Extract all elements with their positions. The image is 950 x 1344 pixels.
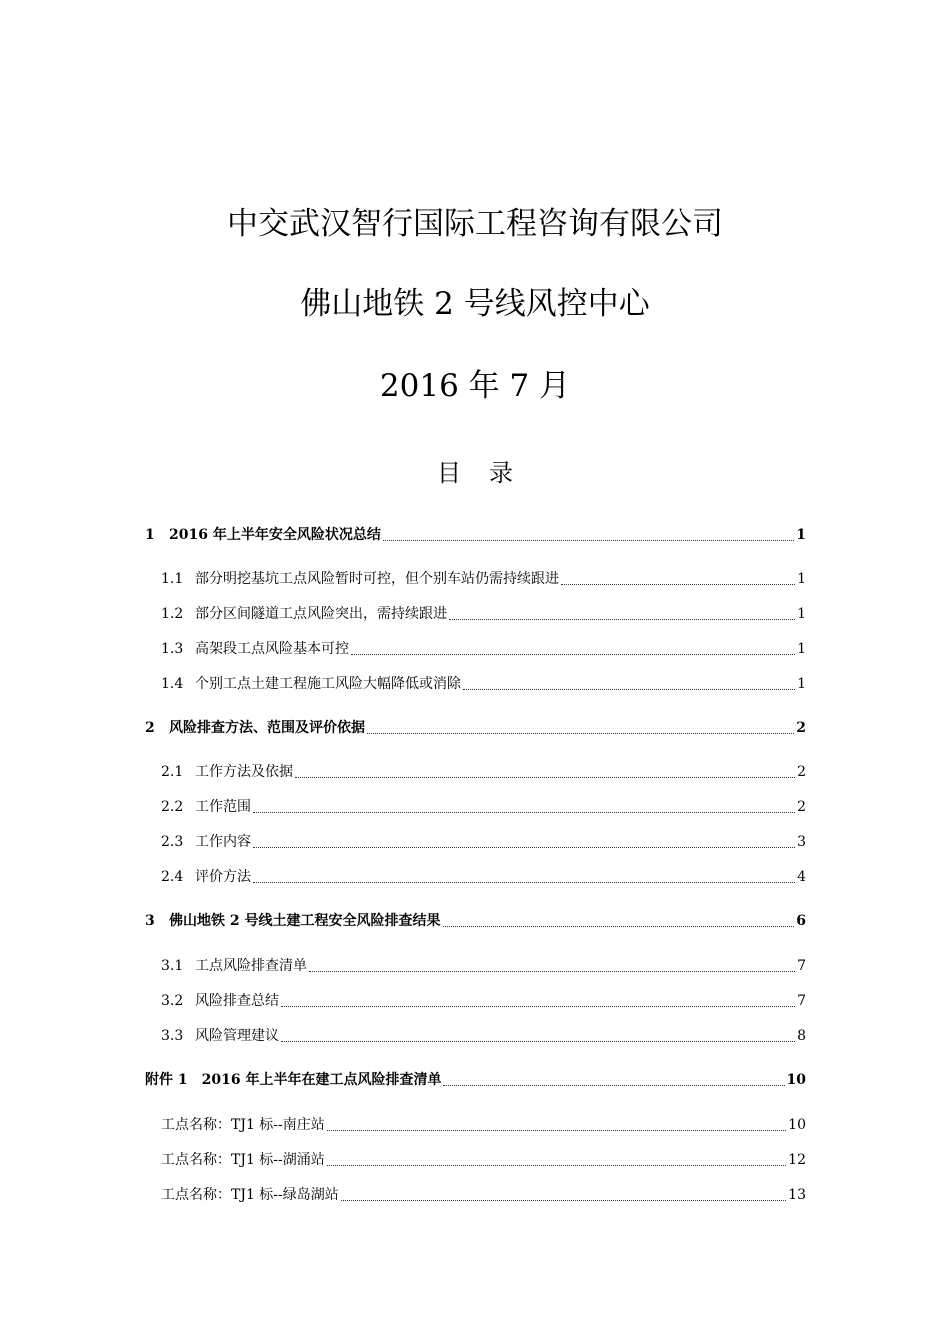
toc-dot-leader (281, 1040, 795, 1042)
toc-entry-number: 1.4 (161, 676, 184, 692)
toc-entry-number: 2.1 (161, 764, 184, 780)
toc-entry-title: 部分区间隧道工点风险突出，需持续跟进 (195, 606, 447, 622)
toc-entry-page: 6 (796, 913, 806, 929)
toc-entry-title: 评价方法 (195, 869, 251, 885)
toc-entry-2[interactable] (145, 717, 806, 739)
toc-entry-page: 1 (797, 571, 806, 587)
toc-entry-1-2[interactable] (161, 603, 806, 625)
toc-dot-leader (383, 539, 794, 541)
toc-entry-site-nanzhuang[interactable] (161, 1114, 806, 1136)
toc-entry-title: 个别工点土建工程施工风险大幅降低或消除 (195, 676, 461, 692)
toc-dot-leader (253, 881, 795, 883)
toc-entry-site-huyong[interactable] (161, 1149, 806, 1171)
toc-dot-leader (253, 811, 795, 813)
toc-dot-leader (443, 1084, 784, 1086)
company-name: 中交武汉智行国际工程咨询有限公司 (227, 206, 723, 242)
toc-heading: 目录 (437, 459, 541, 487)
toc-entry-page: 10 (788, 1117, 806, 1133)
toc-entry-number: 2 (145, 720, 155, 736)
toc-entry-1-4[interactable] (161, 673, 806, 695)
toc-dot-leader (327, 1164, 786, 1166)
toc-entry-1[interactable] (145, 524, 806, 546)
toc-entry-title: 2016 年上半年在建工点风险排查清单 (201, 1072, 442, 1088)
toc-entry-title: 风险管理建议 (195, 1028, 279, 1044)
toc-entry-3-2[interactable] (161, 990, 806, 1012)
toc-entry-number: 1.2 (161, 606, 184, 622)
toc-entry-2-2[interactable] (161, 796, 806, 818)
toc-entry-title: 工作范围 (195, 799, 251, 815)
toc-entry-number: 1.1 (161, 571, 184, 587)
toc-dot-leader (309, 970, 795, 972)
toc-entry-appendix-1[interactable] (145, 1069, 806, 1091)
toc-entry-page: 7 (797, 993, 806, 1009)
toc-entry-page: 2 (796, 720, 806, 736)
toc-entry-page: 1 (796, 527, 806, 543)
toc-dot-leader (341, 1199, 786, 1201)
toc-dot-leader (327, 1129, 786, 1131)
toc-entry-site-lvdaohu[interactable] (161, 1184, 806, 1206)
toc-entry-number: 2.3 (161, 834, 184, 850)
toc-entry-page: 3 (797, 834, 806, 850)
toc-entry-title: 风险排查总结 (195, 993, 279, 1009)
toc-entry-number: 附件 1 (145, 1072, 188, 1088)
toc-entry-page: 1 (797, 676, 806, 692)
toc-entry-number: 2.4 (161, 869, 184, 885)
toc-entry-title: 佛山地铁 2 号线土建工程安全风险排查结果 (169, 913, 441, 929)
toc-dot-leader (295, 776, 795, 778)
toc-entry-title: 工点名称：TJ1 标--绿岛湖站 (161, 1187, 339, 1203)
toc-entry-2-4[interactable] (161, 866, 806, 888)
toc-entry-number: 3 (145, 913, 155, 929)
toc-entry-page: 7 (797, 958, 806, 974)
report-date: 2016 年 7 月 (379, 368, 571, 404)
toc-entry-page: 13 (788, 1187, 806, 1203)
toc-entry-2-1[interactable] (161, 761, 806, 783)
toc-entry-page: 1 (797, 641, 806, 657)
toc-dot-leader (253, 846, 795, 848)
toc-entry-title: 高架段工点风险基本可控 (195, 641, 349, 657)
toc-entry-number: 1 (145, 527, 155, 543)
toc-entry-page: 4 (797, 869, 806, 885)
toc-entry-page: 1 (797, 606, 806, 622)
toc-entry-title: 工点名称：TJ1 标--南庄站 (161, 1117, 325, 1133)
toc-dot-leader (367, 732, 794, 734)
toc-entry-title: 2016 年上半年安全风险状况总结 (169, 527, 381, 543)
toc-dot-leader (281, 1005, 795, 1007)
toc-entry-3-1[interactable] (161, 955, 806, 977)
toc-entry-3[interactable] (145, 910, 806, 932)
toc-entry-title: 工点名称：TJ1 标--湖涌站 (161, 1152, 325, 1168)
toc-entry-title: 风险排查方法、范围及评价依据 (169, 720, 365, 736)
toc-entry-page: 2 (797, 764, 806, 780)
toc-entry-page: 8 (797, 1028, 806, 1044)
toc-entry-3-3[interactable] (161, 1025, 806, 1047)
toc-entry-number: 3.1 (161, 958, 184, 974)
toc-entry-page: 2 (797, 799, 806, 815)
toc-dot-leader (463, 688, 795, 690)
toc-entry-page: 12 (788, 1152, 806, 1168)
toc-entry-page: 10 (786, 1072, 806, 1088)
toc-entry-number: 2.2 (161, 799, 184, 815)
toc-entry-title: 工作内容 (195, 834, 251, 850)
toc-dot-leader (443, 925, 795, 927)
toc-dot-leader (561, 583, 795, 585)
toc-dot-leader (351, 653, 795, 655)
toc-entry-number: 1.3 (161, 641, 184, 657)
project-name: 佛山地铁 2 号线风控中心 (300, 286, 650, 322)
toc-entry-title: 工点风险排查清单 (195, 958, 307, 974)
toc-entry-2-3[interactable] (161, 831, 806, 853)
toc-dot-leader (449, 618, 795, 620)
toc-entry-title: 部分明挖基坑工点风险暂时可控，但个别车站仍需持续跟进 (195, 571, 559, 587)
toc-entry-number: 3.3 (161, 1028, 184, 1044)
toc-entry-title: 工作方法及依据 (195, 764, 293, 780)
toc-entry-1-1[interactable] (161, 568, 806, 590)
toc-entry-1-3[interactable] (161, 638, 806, 660)
toc-entry-number: 3.2 (161, 993, 184, 1009)
